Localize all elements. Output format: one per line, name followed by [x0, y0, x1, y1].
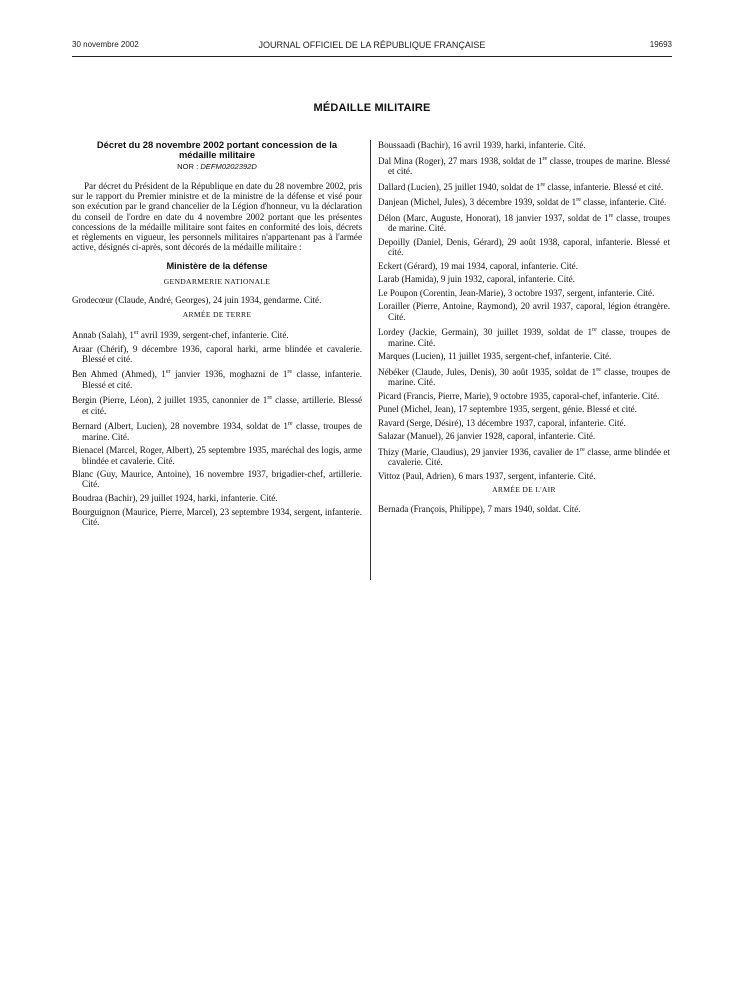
left-column	[72, 140, 362, 531]
entry-item: Dal Mina (Roger), 27 mars 1938, soldat de 1re classe, troupes de marine. Blessé et cité.	[378, 155, 670, 176]
entry-item: Vittoz (Paul, Adrien), 6 mars 1937, sergent, infanterie. Cité.	[378, 470, 596, 481]
entry-item: Le Poupon (Corentin, Jean-Marie), 3 octobre 1937, sergent, infanterie. Cité.	[378, 287, 655, 298]
entry-item: Thizy (Marie, Claudius), 29 janvier 1936, cavalier de 1re classe, arme blindée et cavalerie. Cité.	[378, 447, 670, 468]
entry-item: Bernada (François, Philippe), 7 mars 1940, soldat. Cité.	[378, 503, 581, 514]
entry-item: Araar (Chérif), 9 décembre 1936, caporal harki, arme blindée et cavalerie. Blessé et cité.	[72, 343, 362, 364]
armee-de-l-air-list	[378, 504, 670, 514]
entry-item: Boudraa (Bachir), 29 juillet 1924, harki, infanterie. Cité.	[72, 493, 278, 504]
armee-de-terre-list-right	[378, 140, 670, 481]
header-rule	[72, 56, 672, 57]
right-column	[378, 140, 670, 517]
entry-item: Bergin (Pierre, Léon), 2 juillet 1935, canonnier de 1re classe, artillerie. Blessé et cité.	[72, 395, 362, 416]
armee-de-terre-list-left	[72, 328, 362, 527]
entry-item: Salazar (Manuel), 26 janvier 1928, caporal, infanterie. Cité.	[378, 431, 596, 442]
ministry-heading: Ministère de la défense	[166, 260, 268, 271]
entry-item: Larab (Hamida), 9 juin 1932, caporal, infanterie. Cité.	[378, 274, 575, 285]
entry-item: Punel (Michel, Jean), 17 septembre 1935, sergent, génie. Blessé et cité.	[378, 404, 637, 415]
entry-item: Danjean (Michel, Jules), 3 décembre 1939, soldat de 1re classe, infanterie. Cité.	[378, 197, 667, 208]
entry-item: Ravard (Serge, Désiré), 13 décembre 1937, caporal, infanterie. Cité.	[378, 417, 626, 428]
entry-item: Blanc (Guy, Maurice, Antoine), 16 novembre 1937, brigadier-chef, artillerie. Cité.	[72, 469, 362, 490]
header-page-number: 19693	[649, 40, 672, 49]
nor-reference	[72, 162, 362, 172]
entry-item: Depoilly (Daniel, Denis, Gérard), 29 août 1938, caporal, infanterie. Blessé et cité.	[378, 236, 670, 257]
entry-item: Lorailler (Pierre, Antoine, Raymond), 20 avril 1937, caporal, légion étrangère. Cité.	[378, 301, 670, 322]
subheading-gendarmerie: GENDARMERIE NATIONALE	[163, 277, 271, 287]
entry-item: Grodecœur (Claude, André, Georges), 24 juin 1934, gendarme. Cité.	[72, 295, 322, 306]
header-date: 30 novembre 2002	[72, 40, 139, 49]
entry-item: Bourguignon (Maurice, Pierre, Marcel), 23 septembre 1934, sergent, infanterie. Cité.	[72, 506, 362, 527]
entry-item: Ben Ahmed (Ahmed), 1er janvier 1936, moghazni de 1re classe, infanterie. Blessé et cité.	[72, 369, 362, 390]
decree-title: Décret du 28 novembre 2002 portant concession de la médaille militaire	[96, 139, 338, 161]
entry-item: Picard (Francis, Pierre, Marie), 9 octobre 1935, caporal-chef, infanterie. Cité.	[378, 390, 660, 401]
entry-item: Délon (Marc, Auguste, Honorat), 18 janvier 1937, soldat de 1re classe, troupes de marine. Cité.	[378, 212, 670, 234]
entry-item: Eckert (Gérard), 19 mai 1934, caporal, infanterie. Cité.	[378, 260, 578, 271]
entry-item: Nébéker (Claude, Jules, Denis), 30 août 1935, soldat de 1re classe, troupes de marine. Cité.	[378, 366, 670, 388]
entry-item: Bienacel (Marcel, Roger, Albert), 25 septembre 1935, maréchal des logis, arme blindée et cavalerie. Cité.	[72, 445, 362, 466]
entry-item: Bernard (Albert, Lucien), 28 novembre 1934, soldat de 1re classe, troupes de marine. Cité.	[72, 421, 362, 442]
nor-label: NOR :	[177, 162, 199, 172]
subheading-armee-de-l-air: ARMÉE DE L'AIR	[492, 485, 556, 495]
entry-item: Boussaadi (Bachir), 16 avril 1939, harki, infanterie. Cité.	[378, 140, 586, 150]
decree-intro: Par décret du Président de la République en date du 28 novembre 2002, pris sur le rapport du Premier ministre et de la ministre de la défense et visé pour son exécution par le grand chancelier de la Légion d'honneur, vu la déclaration du conseil de l'ordre en date du 4 novembre 2002 portant que les présentes concessions de la médaille militaire sont faites en conformité des lois, décrets et règlements en vigueur, les personnels militaires n'appartenant pas à l'armée active, désignés ci-après, sont décorés de la médaille militaire :	[72, 180, 362, 253]
gendarmerie-list	[72, 295, 362, 305]
entry-item: Marques (Lucien), 11 juillet 1935, sergent-chef, infanterie. Cité.	[378, 351, 612, 362]
entry-item: Lordey (Jackie, Germain), 30 juillet 1939, soldat de 1re classe, troupes de marine. Cité.	[378, 327, 670, 348]
page-header	[72, 40, 672, 54]
section-title: MÉDAILLE MILITAIRE	[313, 102, 431, 114]
subheading-armee-de-terre: ARMÉE DE TERRE	[182, 309, 252, 319]
nor-code: DEFM0202392D	[200, 162, 257, 172]
column-divider	[370, 140, 371, 580]
entry-item: Dallard (Lucien), 25 juillet 1940, soldat de 1re classe, infanterie. Blessé et cité.	[378, 181, 664, 192]
entry-item: Annab (Salah), 1er avril 1939, sergent-chef, infanterie. Cité.	[72, 329, 289, 340]
header-journal-title: JOURNAL OFFICIEL DE LA RÉPUBLIQUE FRANÇAISE	[258, 40, 486, 50]
